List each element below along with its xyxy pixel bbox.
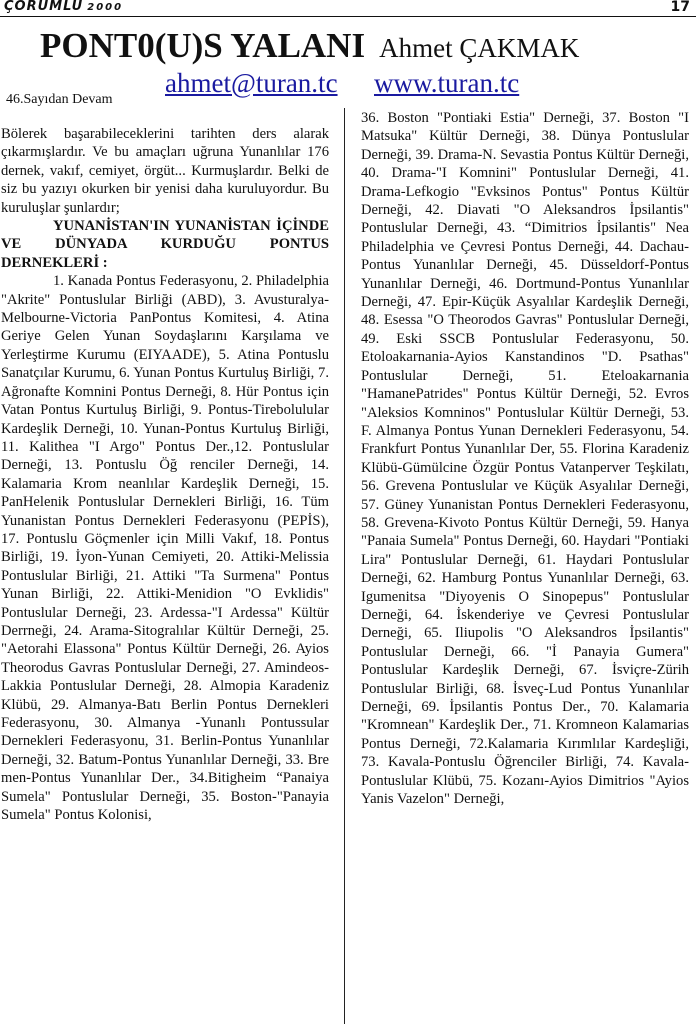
article-title-row <box>40 26 579 66</box>
organization-list-right: 36. Boston "Pontiaki Estia" Derneği, 37. Boston "I Matsuka" Kültür Derneği, 38. Dünya Pontuslular Derneği, 39. Drama-N. Sevastia Pontus Kültür Derneği, 40. Drama-"I Komnini" Pontuslular Derneği, 41. Drama-Lefkogio "Evksinos Pontus" Pontus Kültür Derneği, 42. Diavati "O Aleksandros İpsilantis" Pontuslular Derneği, 43. “Dimitrios İpsilantis" Nea Philadelphia ve Çevresi Pontus Derneği, 44. Dachau-Pontus Yunanlılar Derneği, 45. Düsseldorf-Pontus Yunanlılar Derneği, 46. Dortmund-Pontus Yunanlılar Derneği, 47. Epir-Küçük Asyalılar Kardeşlik Derneği, 48. Esessa "O Theorodos Gavras" Pontuslular Derneği, 49. Eski SSCB Pontuslular Federasyonu, 50. Etoloakarnania-Ayios Kanstandinos "D. Psathas" Pontuslular Derneği, 51. Eteloakarnania "HamanePatrides" Pontus Kültür Derneği, 52. Evros "Aleksios Komninos" Pontuslular Kültür Derneği, 53. F. Almanya Pontus Yunan Dernekleri Federasyonu, 54. Frankfurt Pontus Yunanlılar Der, 55. Florina Karadeniz Klübü-Gümülcine Özgür Pontus Vatanperver Teşkilatı, 56. Grevena Pontuslular ve Küçük Asyalılar Derneği, 57. Güney Yunanistan Pontus Dernekleri Federasyonu, 58. Grevena-Kivoto Pontus Kültür Derneği, 59. Hanya "Panaia Sumela" Pontus Derneği, 60. Haydari "Pontiaki Lira" Pontuslular Derneği, 61. Haydari Pontuslular Derneği, 62. Hamburg Pontus Yunanlılar Derneği, 63. Igumenitsa "Diyoyenis O Sinopepus" Pontuslular Derneği, 64. İskenderiye ve Çevresi Pontuslular Derneği, 65. Iliupolis "O Aleksandros İpsilantis" Pontuslular Derneği, 66. "İ Panayia Gumera" Pontuslular Kardeşlik Derneği, 67. İsviçre-Zürih Pontuslular Birliği, 68. İsveç-Lud Pontus Yunanlılar Derneği, 69. İpsilantis Pontus Der., 70. Kalamaria "Kromnean" Kardeşlik Der., 71. Kromneon Kalamarias Pontus Derneği, 72.Kalamaria Kırımlılar Kardeşliği, 73. Kavala-Pontuslu Öğrenciler Birliği, 74. Kavala-Pontuslular Klübü, 75. Kozanı-Ayios Dimitrios "Ayios Yanis Vazelon" Derneği, <box>361 110 689 808</box>
intro-paragraph: Bölerek başarabileceklerini tarihten ders alarak çıkarmışlardır. Ve bu amaçları uğruna Yunanlılar 176 dernek, vakıf, cemiyet, örgüt... Kurmuşlardır. Belki de siz bu yazıyı okurken bir yenisi daha kuruluyordur. Bu kuruluşlar şunlardır; <box>1 126 329 216</box>
article-author: Ahmet ÇAKMAK <box>379 33 580 63</box>
website-link[interactable]: www.turan.tc <box>374 68 520 98</box>
page-header <box>0 0 696 16</box>
continued-from-note: 46.Sayıdan Devam <box>6 92 113 107</box>
column-divider <box>344 108 345 1024</box>
organization-list-left: 1. Kanada Pontus Federasyonu, 2. Philadelphia "Akrite" Pontuslular Birliği (ABD), 3. Avusturalya-Melbourne-Victoria PanPontus Komitesi, 4. Atina Geriye Gelen Yunan Soydaşlarını Karşılama ve Yerleştirme Kurumu (EIYAADE), 5. Atina Pontuslu Sanatçılar Kurumu, 6. Yunan Pontus Kurtuluş Birliği, 7. Ağronafte Komnini Pontus Derneği, 8. Hür Pontus için Vatan Pontus Kurtuluş Birliği, 9. Pontus-Tirebolulular Kardeşlik Derneği, 10. Yunan-Pontus Kurtuluş Birliği, 11. Kalithea "I Argo" Pontus Der.,12. Pontuslular Derneği, 13. Pontuslu Öğ renciler Derneği, 14. Kalamaria Krom neanlılar Kardeşlik Derneği, 15. PanHelenik Pontuslular Dernekleri Birliği, 16. Tüm Yunanistan Pontus Dernekleri Federasyonu (PEPİS), 17. Pontuslu Göçmenler için Milli Vakıf, 18. Pontus Birliği, 19. İyon-Yunan Cemiyeti, 20. Attiki-Melissia Pontuslular Birliği, 21. Attiki "Ta Surmena" Pontus Yunan Birliği, 22. Attiki-Menidion "O Evklidis" Pontuslular Derneği, 23. Ardessa-"I Ardessa" Kültür Derrneği, 24. Arama-Sitogralılar Kültür Derneği, 25. "Aetorahi Elassona" Pontus Kültür Derneği, 26. Ayios Theorodus Gavras Pontuslular Derneği, 27. Amindeos-Lakkia Pontuslular Derneği, 28. Almopia Karadeniz Klübü, 29. Almanya-Batı Berlin Pontus Dernekleri Federasyonu, 30. Almanya -Yunanlı Pontussular Dernekleri Federasyonu, 31. Berlin-Pontus Yunanlılar Derneği, 32. Batum-Pontus Yunanlılar Derneği, 33. Bre men-Pontus Yunanlılar Der., 34.Bitigheim “Panaiya Sumela" Pontuslular Derneği, 35. Boston-"Panayia Sumela" Pontus Kolonisi, <box>1 273 329 824</box>
publication-year: 2000 <box>87 2 124 13</box>
header-rule <box>0 16 696 17</box>
section-heading: YUNANİSTAN'IN YUNANİSTAN İÇİNDE VE DÜNYADA KURDUĞU PONTUS DERNEKLERİ : <box>1 218 329 271</box>
right-column <box>361 109 689 808</box>
author-email-link[interactable]: ahmet@turan.tc <box>165 68 338 98</box>
publication-name: ÇORUMLU 2000 <box>4 0 124 14</box>
left-column <box>1 125 329 824</box>
page-number: 17 <box>670 0 690 15</box>
article-title: PONT0(U)S YALANI <box>40 26 366 65</box>
